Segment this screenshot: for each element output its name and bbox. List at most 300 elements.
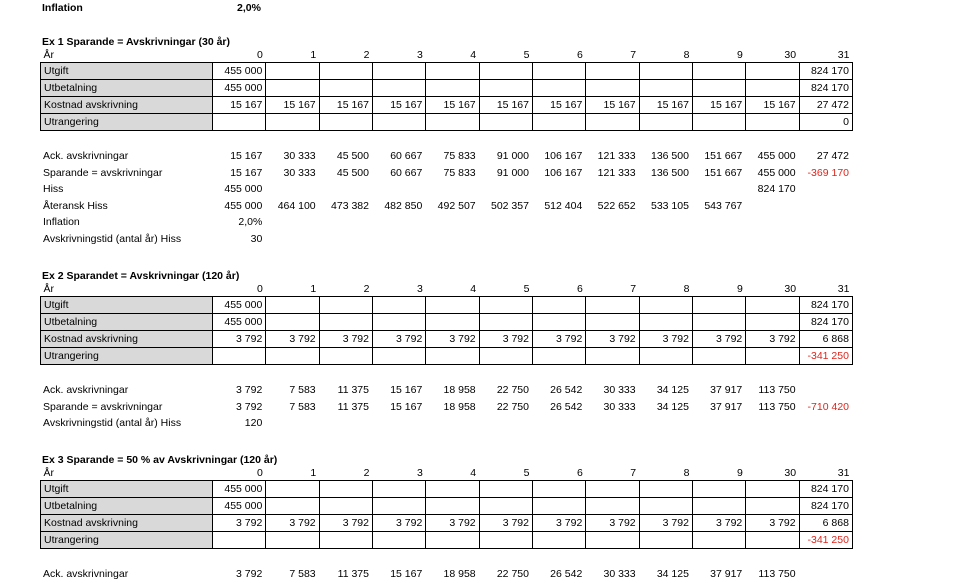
summary-cell[interactable]: 113 750 (758, 384, 796, 396)
year-cell: 9 (736, 467, 743, 479)
summary-cell[interactable] (745, 214, 798, 231)
table-cell[interactable]: 824 170 (799, 80, 852, 97)
summary-cell[interactable] (799, 231, 852, 248)
table-cell[interactable] (532, 114, 585, 131)
summary-cell[interactable]: 60 667 (390, 150, 423, 162)
table-cell[interactable] (639, 532, 692, 549)
summary-cell[interactable] (692, 231, 745, 248)
table-cell[interactable]: 3 792 (639, 515, 692, 532)
table-cell[interactable] (639, 498, 692, 515)
table-cell[interactable] (426, 498, 479, 515)
summary-cell[interactable]: 15 167 (390, 400, 423, 413)
table-cell[interactable] (586, 63, 639, 80)
table-cell[interactable]: 6 868 (799, 331, 852, 348)
table-cell[interactable]: 15 167 (639, 97, 692, 114)
summary-cell[interactable]: 512 404 (544, 199, 583, 212)
table-cell[interactable] (692, 498, 745, 515)
table-cell[interactable] (372, 348, 425, 365)
summary-cell[interactable]: 75 833 (443, 150, 476, 162)
table-cell[interactable] (319, 297, 372, 314)
table-cell[interactable] (319, 114, 372, 131)
summary-cell[interactable] (585, 231, 638, 248)
summary-row-avskrivningstid-antal-ar-hiss (40, 231, 852, 248)
table-cell[interactable]: 0 (799, 114, 852, 131)
row-label[interactable]: Utrangering (41, 114, 213, 131)
table-cell[interactable] (266, 297, 319, 314)
row-label[interactable]: Inflation (43, 216, 80, 228)
table-cell[interactable]: 824 170 (799, 481, 852, 498)
summary-cell[interactable]: 30 333 (603, 568, 636, 580)
table-cell[interactable] (479, 314, 532, 331)
summary-cell[interactable] (319, 214, 372, 231)
summary-cell[interactable] (319, 181, 372, 198)
summary-cell[interactable] (319, 415, 372, 432)
row-label[interactable]: Sparande = avskrivningar (43, 166, 163, 179)
summary-cell[interactable]: 121 333 (597, 150, 636, 162)
table-cell[interactable]: 15 167 (266, 97, 319, 114)
table-cell[interactable]: 3 792 (426, 331, 479, 348)
summary-cell[interactable]: 15 167 (230, 166, 263, 179)
table-cell[interactable] (266, 314, 319, 331)
table-cell[interactable]: 824 170 (799, 63, 852, 80)
summary-cell[interactable] (585, 181, 638, 198)
table-cell[interactable] (586, 532, 639, 549)
table-cell[interactable] (319, 80, 372, 97)
summary-cell[interactable]: 11 375 (337, 384, 369, 396)
summary-cell[interactable]: 30 333 (603, 400, 636, 413)
summary-cell[interactable]: 482 850 (384, 199, 423, 212)
row-label[interactable]: Avskrivningstid (antal år) Hiss (43, 232, 182, 245)
summary-cell[interactable]: 106 167 (544, 150, 583, 162)
table-cell[interactable]: 15 167 (213, 97, 266, 114)
year-cell: 6 (576, 467, 583, 479)
summary-cell[interactable]: 37 917 (710, 384, 743, 396)
summary-cell[interactable] (745, 415, 798, 432)
summary-cell[interactable] (639, 214, 692, 231)
summary-cell[interactable]: 136 500 (650, 166, 689, 179)
row-label[interactable]: Utbetalning (41, 314, 213, 331)
summary-cell[interactable] (319, 231, 372, 248)
table-cell[interactable] (692, 114, 745, 131)
table-cell[interactable] (426, 114, 479, 131)
summary-cell[interactable]: 26 542 (550, 568, 583, 580)
table-cell[interactable]: 3 792 (426, 515, 479, 532)
table-cell[interactable]: 3 792 (746, 331, 799, 348)
summary-cell[interactable] (372, 231, 425, 248)
table-cell[interactable] (319, 314, 372, 331)
table-cell[interactable]: 15 167 (586, 97, 639, 114)
row-label[interactable]: Återansk Hiss (43, 199, 108, 212)
table-cell[interactable] (266, 532, 319, 549)
table-cell[interactable] (266, 80, 319, 97)
table-cell[interactable] (639, 297, 692, 314)
table-cell[interactable] (266, 481, 319, 498)
table-cell[interactable]: 3 792 (692, 515, 745, 532)
table-cell[interactable] (586, 314, 639, 331)
summary-cell[interactable]: 533 105 (650, 199, 689, 212)
summary-cell[interactable]: 492 507 (437, 199, 476, 212)
table-cell[interactable] (639, 80, 692, 97)
table-cell[interactable] (426, 481, 479, 498)
table-cell[interactable]: 3 792 (372, 331, 425, 348)
summary-cell[interactable]: 34 125 (656, 384, 689, 396)
table-cell[interactable]: 15 167 (692, 97, 745, 114)
summary-cell[interactable] (639, 181, 692, 198)
table-cell[interactable]: 3 792 (639, 331, 692, 348)
table-cell[interactable] (586, 297, 639, 314)
summary-cell[interactable] (479, 214, 532, 231)
table-cell[interactable] (692, 532, 745, 549)
table-cell[interactable] (266, 348, 319, 365)
row-label[interactable]: Utbetalning (41, 80, 213, 97)
table-cell[interactable] (746, 481, 799, 498)
table-cell[interactable] (479, 297, 532, 314)
table-cell[interactable] (426, 63, 479, 80)
summary-cell[interactable]: 7 583 (289, 384, 316, 396)
table-cell[interactable] (692, 348, 745, 365)
summary-cell[interactable]: 18 958 (443, 568, 476, 580)
summary-cell[interactable]: 455 000 (224, 183, 263, 195)
summary-cell[interactable]: 113 750 (758, 568, 796, 580)
summary-cell[interactable] (745, 231, 798, 248)
table-cell[interactable] (532, 498, 585, 515)
table-cell[interactable] (372, 63, 425, 80)
table-cell[interactable]: 3 792 (532, 331, 585, 348)
summary-cell[interactable] (532, 231, 585, 248)
row-label[interactable]: Ack. avskrivningar (43, 150, 129, 162)
table-cell[interactable] (213, 532, 266, 549)
table-cell[interactable] (692, 297, 745, 314)
summary-cell[interactable]: 26 542 (550, 384, 583, 396)
table-cell[interactable]: 3 792 (479, 331, 532, 348)
table-row-utrangering (41, 348, 853, 365)
summary-cell[interactable]: 151 667 (704, 150, 743, 162)
year-cell: 5 (523, 49, 530, 61)
summary-cell[interactable] (532, 214, 585, 231)
summary-cell[interactable] (799, 566, 852, 583)
table-cell[interactable] (372, 80, 425, 97)
table-cell[interactable] (479, 114, 532, 131)
summary-cell[interactable]: 18 958 (443, 400, 476, 413)
summary-cell[interactable]: 22 750 (496, 384, 529, 396)
table-cell[interactable]: -341 250 (799, 532, 852, 549)
table-cell[interactable] (532, 297, 585, 314)
summary-cell[interactable]: 91 000 (496, 150, 529, 162)
summary-cell[interactable]: 3 792 (236, 400, 263, 413)
inflation-value: 2,0% (237, 2, 261, 14)
table-cell[interactable] (213, 348, 266, 365)
summary-cell[interactable]: 30 333 (283, 150, 316, 162)
summary-cell[interactable]: 522 652 (597, 199, 636, 212)
summary-cell[interactable]: 151 667 (704, 166, 743, 179)
table-cell[interactable]: 824 170 (799, 297, 852, 314)
table-cell[interactable]: 15 167 (746, 97, 799, 114)
table-cell[interactable] (426, 314, 479, 331)
row-label[interactable]: Utbetalning (41, 498, 213, 515)
summary-cell[interactable] (479, 231, 532, 248)
table-cell[interactable] (532, 314, 585, 331)
table-cell[interactable] (586, 80, 639, 97)
year-cell: 3 (416, 467, 423, 479)
summary-cell[interactable]: 26 542 (550, 400, 583, 413)
summary-cell[interactable] (585, 415, 638, 432)
table-cell[interactable] (319, 498, 372, 515)
table-cell[interactable]: 27 472 (799, 97, 852, 114)
table-cell[interactable]: 15 167 (532, 97, 585, 114)
summary-cell[interactable]: 455 000 (224, 199, 263, 212)
summary-cell[interactable]: 27 472 (816, 150, 849, 162)
row-label[interactable]: Ack. avskrivningar (43, 384, 129, 396)
row-label[interactable]: Utrangering (41, 532, 213, 549)
table-cell[interactable] (639, 63, 692, 80)
summary-cell[interactable] (372, 415, 425, 432)
summary-cell[interactable]: 45 500 (336, 150, 369, 162)
summary-cell[interactable] (799, 181, 852, 198)
depreciation-table (40, 467, 853, 549)
table-cell[interactable] (266, 63, 319, 80)
summary-cell[interactable] (585, 214, 638, 231)
table-cell[interactable] (426, 348, 479, 365)
table-cell[interactable]: -341 250 (799, 348, 852, 365)
table-cell[interactable]: 455 000 (213, 481, 266, 498)
summary-cell[interactable]: 3 792 (236, 568, 263, 580)
table-cell[interactable]: 3 792 (532, 515, 585, 532)
table-cell[interactable] (692, 63, 745, 80)
table-cell[interactable] (532, 80, 585, 97)
table-cell[interactable] (746, 114, 799, 131)
table-cell[interactable] (586, 481, 639, 498)
table-cell[interactable] (746, 348, 799, 365)
summary-cell[interactable] (425, 214, 478, 231)
summary-cell[interactable] (265, 415, 318, 432)
table-cell[interactable] (479, 481, 532, 498)
summary-cell[interactable]: 34 125 (656, 568, 689, 580)
table-cell[interactable]: 3 792 (692, 331, 745, 348)
table-cell[interactable] (213, 114, 266, 131)
summary-cell[interactable]: 136 500 (650, 150, 689, 162)
summary-cell[interactable]: 120 (244, 417, 263, 429)
table-cell[interactable]: 6 868 (799, 515, 852, 532)
table-cell[interactable]: 3 792 (213, 515, 266, 532)
table-cell[interactable] (639, 314, 692, 331)
table-cell[interactable] (479, 63, 532, 80)
table-cell[interactable]: 455 000 (213, 63, 266, 80)
table-cell[interactable]: 3 792 (586, 331, 639, 348)
table-cell[interactable]: 3 792 (586, 515, 639, 532)
row-label[interactable]: Kostnad avskrivning (41, 331, 213, 348)
table-cell[interactable]: 3 792 (319, 331, 372, 348)
summary-cell[interactable] (532, 181, 585, 198)
summary-cell[interactable]: 455 000 (757, 150, 796, 162)
table-cell[interactable] (372, 481, 425, 498)
table-cell[interactable]: 15 167 (426, 97, 479, 114)
summary-cell[interactable]: 11 375 (337, 568, 369, 580)
year-cell: 1 (310, 49, 317, 61)
table-cell[interactable] (746, 63, 799, 80)
summary-cell[interactable]: 37 917 (710, 400, 743, 413)
summary-cell[interactable] (532, 415, 585, 432)
table-cell[interactable] (746, 314, 799, 331)
summary-cell[interactable] (265, 214, 318, 231)
table-cell[interactable] (372, 498, 425, 515)
summary-cell[interactable]: 2,0% (238, 216, 263, 228)
row-label[interactable]: Ack. avskrivningar (43, 568, 129, 580)
summary-cell[interactable] (425, 231, 478, 248)
summary-cell[interactable] (799, 198, 852, 215)
row-label[interactable]: Utgift (41, 63, 213, 80)
table-row-kostnad-avskrivning (41, 97, 853, 114)
table-cell[interactable]: 3 792 (746, 515, 799, 532)
summary-cell[interactable]: 113 750 (758, 400, 796, 413)
table-cell[interactable]: 3 792 (479, 515, 532, 532)
table-cell[interactable]: 15 167 (479, 97, 532, 114)
table-cell[interactable]: 15 167 (372, 97, 425, 114)
table-cell[interactable] (426, 80, 479, 97)
summary-cell[interactable] (372, 214, 425, 231)
table-cell[interactable] (639, 481, 692, 498)
summary-cell[interactable]: 30 333 (283, 166, 316, 179)
table-cell[interactable]: 3 792 (319, 515, 372, 532)
table-cell[interactable] (639, 348, 692, 365)
summary-row-avskrivningstid-antal-ar-hiss (40, 415, 852, 432)
summary-cell[interactable] (692, 415, 745, 432)
table-cell[interactable] (586, 114, 639, 131)
row-label[interactable]: Kostnad avskrivning (41, 515, 213, 532)
summary-cell[interactable]: 11 375 (337, 400, 369, 413)
summary-cell[interactable]: 22 750 (496, 400, 529, 413)
table-cell[interactable] (586, 348, 639, 365)
summary-cell[interactable]: 3 792 (236, 384, 263, 396)
summary-cell[interactable]: 7 583 (289, 400, 316, 413)
summary-cell[interactable] (799, 214, 852, 231)
row-label[interactable]: Sparande = avskrivningar (43, 400, 163, 413)
table-cell[interactable]: 455 000 (213, 297, 266, 314)
table-cell[interactable] (532, 348, 585, 365)
summary-cell[interactable]: 75 833 (443, 166, 476, 179)
row-label[interactable]: Utgift (41, 481, 213, 498)
table-cell[interactable] (746, 297, 799, 314)
summary-cell[interactable] (692, 181, 745, 198)
summary-cell[interactable] (799, 415, 852, 432)
table-cell[interactable] (319, 63, 372, 80)
summary-cell[interactable] (479, 181, 532, 198)
table-cell[interactable]: 3 792 (266, 515, 319, 532)
table-cell[interactable] (479, 498, 532, 515)
table-cell[interactable] (532, 63, 585, 80)
summary-cell[interactable] (425, 181, 478, 198)
row-label[interactable]: Avskrivningstid (antal år) Hiss (43, 417, 182, 429)
summary-cell[interactable] (639, 231, 692, 248)
table-cell[interactable] (479, 348, 532, 365)
table-cell[interactable]: 824 170 (799, 498, 852, 515)
table-cell[interactable] (372, 114, 425, 131)
summary-cell[interactable] (479, 415, 532, 432)
table-cell[interactable]: 455 000 (213, 80, 266, 97)
table-cell[interactable] (479, 80, 532, 97)
summary-cell[interactable] (425, 415, 478, 432)
table-cell[interactable]: 3 792 (266, 331, 319, 348)
summary-cell[interactable] (639, 415, 692, 432)
table-cell[interactable] (586, 498, 639, 515)
table-cell[interactable] (692, 481, 745, 498)
summary-cell[interactable]: 543 767 (704, 199, 743, 212)
summary-cell[interactable]: 30 (250, 232, 263, 245)
table-cell[interactable] (692, 80, 745, 97)
table-cell[interactable] (746, 532, 799, 549)
table-cell[interactable] (426, 532, 479, 549)
table-cell[interactable] (426, 297, 479, 314)
summary-cell[interactable]: -369 170 (807, 166, 849, 179)
table-cell[interactable]: 824 170 (799, 314, 852, 331)
summary-cell[interactable]: 15 167 (390, 384, 423, 396)
summary-cell[interactable] (745, 198, 798, 215)
summary-cell[interactable]: 34 125 (656, 400, 689, 413)
row-label[interactable]: Utrangering (41, 348, 213, 365)
table-cell[interactable] (319, 481, 372, 498)
summary-cell[interactable]: 18 958 (443, 384, 476, 396)
table-cell[interactable] (746, 80, 799, 97)
table-cell[interactable] (532, 481, 585, 498)
table-cell[interactable]: 455 000 (213, 498, 266, 515)
table-cell[interactable] (266, 114, 319, 131)
summary-cell[interactable] (799, 382, 852, 399)
summary-cell[interactable]: 464 100 (277, 199, 316, 212)
summary-cell[interactable]: 91 000 (496, 166, 529, 179)
year-cell: 2 (363, 49, 370, 61)
table-cell[interactable] (319, 348, 372, 365)
summary-cell[interactable] (265, 231, 318, 248)
table-row-utgift (41, 481, 853, 498)
summary-cell[interactable]: 502 357 (491, 199, 529, 212)
table-cell[interactable] (746, 498, 799, 515)
summary-cell[interactable] (372, 181, 425, 198)
table-cell[interactable] (372, 532, 425, 549)
table-cell[interactable]: 3 792 (213, 331, 266, 348)
summary-cell[interactable]: 824 170 (757, 183, 796, 195)
table-cell[interactable] (372, 297, 425, 314)
summary-cell[interactable]: 30 333 (603, 384, 636, 396)
table-cell[interactable] (692, 314, 745, 331)
table-cell[interactable]: 455 000 (213, 314, 266, 331)
summary-cell[interactable]: 106 167 (544, 166, 583, 179)
summary-cell[interactable]: 45 500 (336, 166, 369, 179)
summary-cell[interactable]: 473 382 (331, 199, 369, 212)
summary-cell[interactable]: 15 167 (390, 568, 423, 580)
summary-cell[interactable] (265, 181, 318, 198)
summary-cell[interactable]: 60 667 (390, 166, 423, 179)
table-cell[interactable]: 3 792 (372, 515, 425, 532)
year-cell: 1 (310, 283, 317, 295)
summary-cell[interactable]: 15 167 (230, 150, 263, 162)
summary-cell[interactable]: 7 583 (289, 568, 316, 580)
table-cell[interactable] (532, 532, 585, 549)
table-cell[interactable] (479, 532, 532, 549)
table-cell[interactable] (266, 498, 319, 515)
summary-cell[interactable]: 121 333 (597, 166, 636, 179)
row-label[interactable]: Kostnad avskrivning (41, 97, 213, 114)
table-cell[interactable] (372, 314, 425, 331)
row-label[interactable]: Utgift (41, 297, 213, 314)
table-cell[interactable] (319, 532, 372, 549)
summary-cell[interactable] (692, 214, 745, 231)
summary-cell[interactable]: -710 420 (807, 400, 849, 413)
summary-cell[interactable]: 22 750 (496, 568, 529, 580)
summary-cell[interactable]: 455 000 (757, 166, 796, 179)
table-cell[interactable]: 15 167 (319, 97, 372, 114)
row-label[interactable]: Hiss (43, 183, 64, 195)
table-cell[interactable] (639, 114, 692, 131)
summary-cell[interactable]: 37 917 (710, 568, 743, 580)
